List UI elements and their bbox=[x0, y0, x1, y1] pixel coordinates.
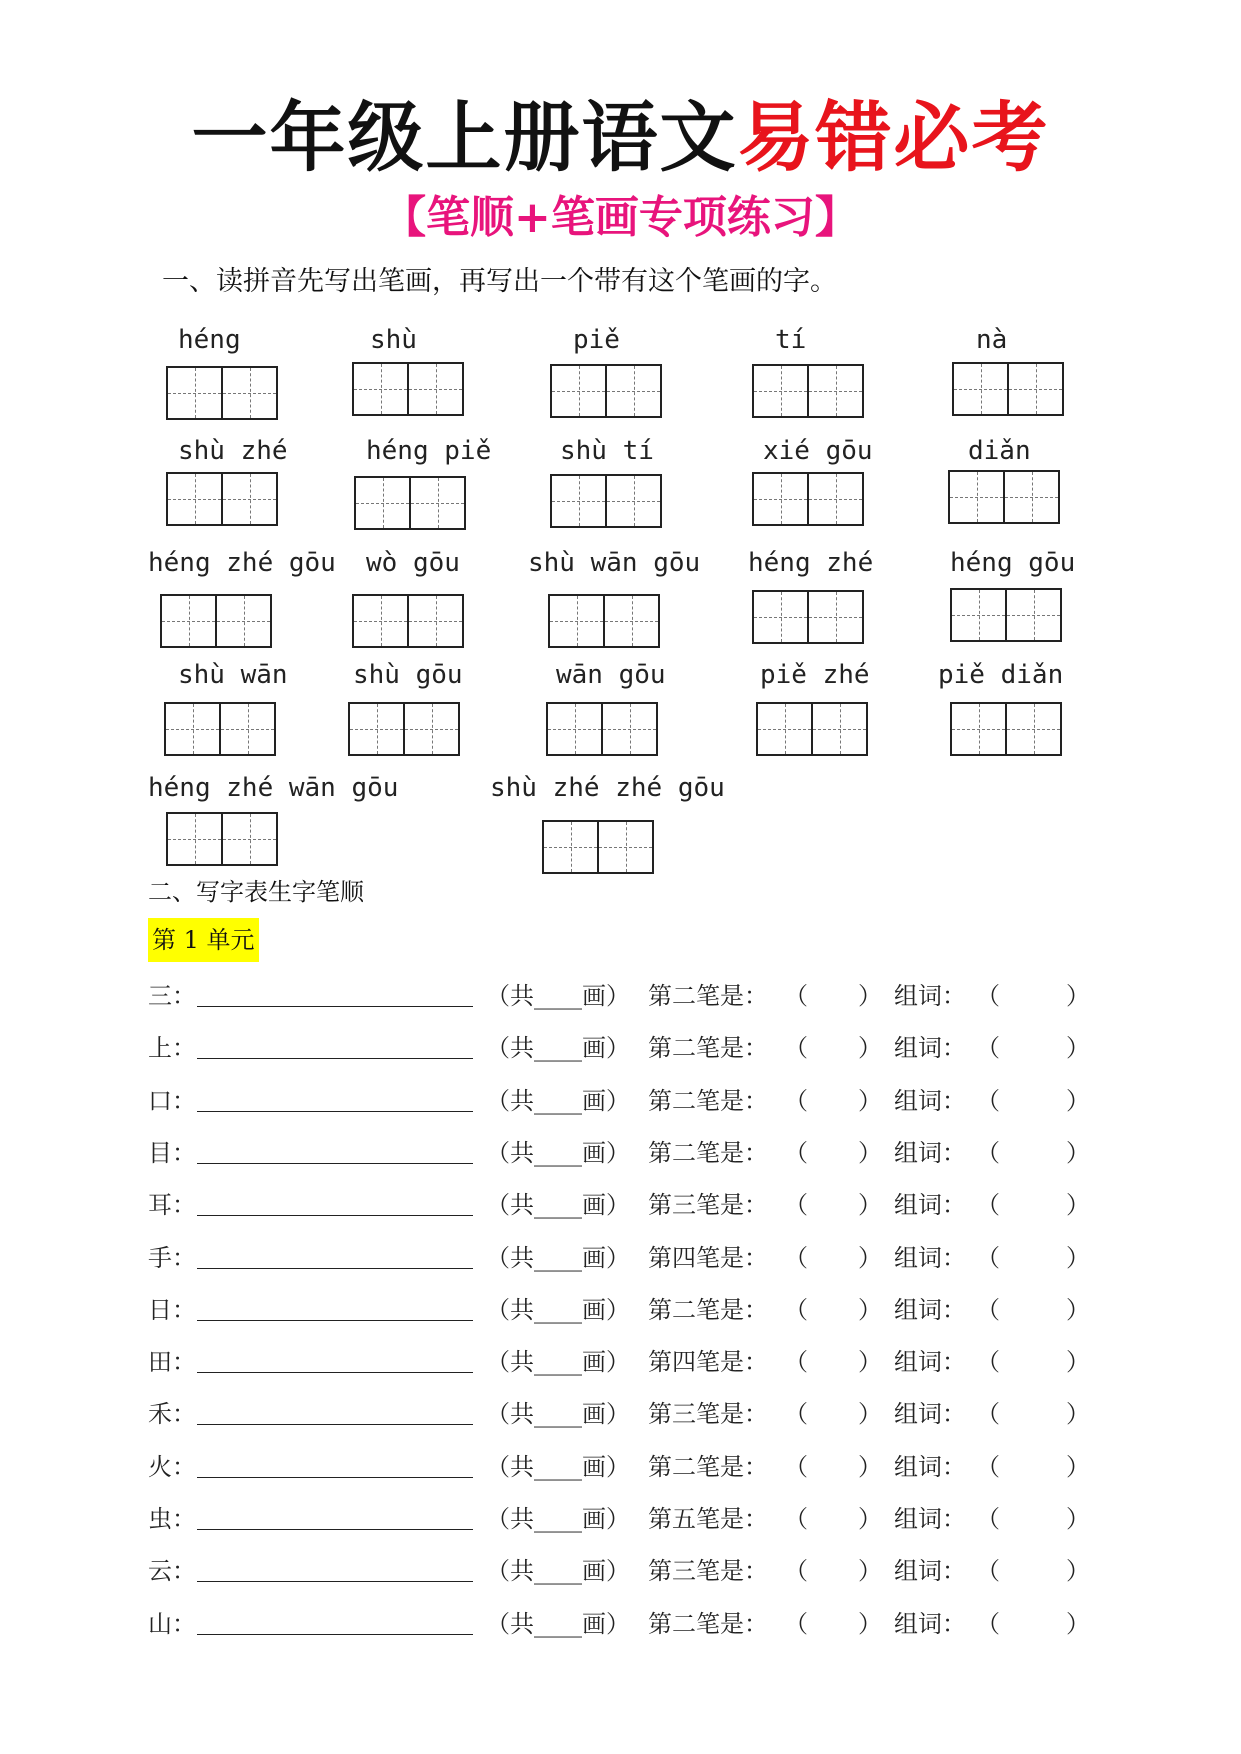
word-answer-open[interactable]: （ bbox=[976, 1505, 1000, 1533]
writing-cell[interactable] bbox=[221, 368, 276, 418]
writing-grid[interactable] bbox=[752, 364, 864, 418]
stroke-answer-close: ） bbox=[858, 1557, 882, 1585]
character-label: 火： bbox=[148, 1453, 196, 1481]
character-label: 耳： bbox=[148, 1191, 196, 1219]
word-answer-close: ） bbox=[1066, 982, 1090, 1010]
stroke-order-blank[interactable] bbox=[197, 1268, 473, 1269]
nth-stroke-label: 第二笔是： bbox=[648, 1034, 768, 1062]
writing-cell[interactable] bbox=[407, 364, 462, 414]
word-answer-close: ） bbox=[1066, 1348, 1090, 1376]
character-label: 田： bbox=[148, 1348, 196, 1376]
word-label: 组词： bbox=[894, 1557, 966, 1585]
nth-stroke-label: 第二笔是： bbox=[648, 1453, 768, 1481]
writing-cell[interactable] bbox=[807, 366, 862, 416]
stroke-order-row bbox=[148, 976, 1108, 1016]
word-label: 组词： bbox=[894, 1348, 966, 1376]
writing-cell[interactable] bbox=[597, 822, 652, 872]
stroke-pinyin: shù zhé bbox=[178, 436, 288, 466]
unit-label: 第 1 单元 bbox=[148, 918, 259, 962]
writing-cell[interactable] bbox=[954, 364, 1007, 414]
writing-cell[interactable] bbox=[807, 592, 862, 642]
writing-grid[interactable] bbox=[550, 364, 662, 418]
writing-cell[interactable] bbox=[354, 364, 407, 414]
stroke-answer-close: ） bbox=[858, 1453, 882, 1481]
stroke-pinyin: tí bbox=[775, 325, 807, 355]
stroke-order-blank[interactable] bbox=[197, 1320, 473, 1321]
character-label: 口： bbox=[148, 1087, 196, 1115]
title-highlight: 易错必考 bbox=[737, 93, 1050, 182]
writing-cell[interactable] bbox=[754, 366, 807, 416]
word-label: 组词： bbox=[894, 1610, 966, 1638]
writing-cell[interactable] bbox=[952, 704, 1005, 754]
stroke-pinyin: shù tí bbox=[560, 436, 654, 466]
writing-cell[interactable] bbox=[754, 592, 807, 642]
nth-stroke-label: 第三笔是： bbox=[648, 1191, 768, 1219]
stroke-count-label[interactable]: （共____画） bbox=[486, 1505, 630, 1533]
word-label: 组词： bbox=[894, 1191, 966, 1219]
writing-cell[interactable] bbox=[950, 472, 1003, 522]
character-label: 云： bbox=[148, 1557, 196, 1585]
stroke-answer-close: ） bbox=[858, 1610, 882, 1638]
title-main: 一年级上册语文 bbox=[191, 93, 738, 182]
word-answer-close: ） bbox=[1066, 1296, 1090, 1324]
stroke-answer-open[interactable]: （ bbox=[784, 1400, 808, 1428]
stroke-answer-open[interactable]: （ bbox=[784, 1244, 808, 1272]
stroke-order-blank[interactable] bbox=[197, 1477, 473, 1478]
nth-stroke-label: 第二笔是： bbox=[648, 1139, 768, 1167]
stroke-count-label[interactable]: （共____画） bbox=[486, 1191, 630, 1219]
word-answer-open[interactable]: （ bbox=[976, 1191, 1000, 1219]
stroke-answer-open[interactable]: （ bbox=[784, 1348, 808, 1376]
writing-cell[interactable] bbox=[162, 596, 215, 646]
writing-grid[interactable] bbox=[752, 590, 864, 644]
writing-grid[interactable] bbox=[542, 820, 654, 874]
stroke-answer-open[interactable]: （ bbox=[784, 1610, 808, 1638]
writing-cell[interactable] bbox=[168, 368, 221, 418]
word-answer-close: ） bbox=[1066, 1610, 1090, 1638]
writing-cell[interactable] bbox=[605, 476, 660, 526]
nth-stroke-label: 第二笔是： bbox=[648, 1087, 768, 1115]
writing-cell[interactable] bbox=[409, 478, 464, 528]
character-label: 上： bbox=[148, 1034, 196, 1062]
stroke-pinyin: héng zhé bbox=[748, 548, 874, 578]
stroke-order-row bbox=[148, 1081, 1108, 1121]
writing-cell[interactable] bbox=[758, 704, 811, 754]
nth-stroke-label: 第二笔是： bbox=[648, 1296, 768, 1324]
stroke-pinyin: xié gōu bbox=[763, 436, 873, 466]
stroke-order-row bbox=[148, 1342, 1108, 1382]
stroke-order-blank[interactable] bbox=[197, 1215, 473, 1216]
writing-grid[interactable] bbox=[352, 594, 464, 648]
stroke-pinyin: wò gōu bbox=[366, 548, 460, 578]
character-label: 手： bbox=[148, 1244, 196, 1272]
stroke-pinyin: héng gōu bbox=[950, 548, 1076, 578]
writing-grid[interactable] bbox=[160, 594, 272, 648]
stroke-answer-close: ） bbox=[858, 1244, 882, 1272]
writing-cell[interactable] bbox=[550, 596, 603, 646]
stroke-pinyin: héng zhé gōu bbox=[148, 548, 336, 578]
character-label: 目： bbox=[148, 1139, 196, 1167]
writing-cell[interactable] bbox=[403, 704, 458, 754]
stroke-pinyin: wān gōu bbox=[556, 660, 666, 690]
stroke-answer-open[interactable]: （ bbox=[784, 1557, 808, 1585]
character-label: 三： bbox=[148, 982, 196, 1010]
stroke-order-row bbox=[148, 1290, 1108, 1330]
stroke-count-label[interactable]: （共____画） bbox=[486, 982, 630, 1010]
stroke-pinyin: shù gōu bbox=[353, 660, 463, 690]
word-answer-close: ） bbox=[1066, 1505, 1090, 1533]
stroke-order-row bbox=[148, 1499, 1108, 1539]
writing-cell[interactable] bbox=[166, 704, 219, 754]
word-label: 组词： bbox=[894, 1087, 966, 1115]
writing-grid[interactable] bbox=[166, 472, 278, 526]
writing-cell[interactable] bbox=[548, 704, 601, 754]
stroke-answer-close: ） bbox=[858, 1087, 882, 1115]
word-answer-close: ） bbox=[1066, 1453, 1090, 1481]
stroke-answer-open[interactable]: （ bbox=[784, 1453, 808, 1481]
stroke-pinyin: shù bbox=[370, 325, 417, 355]
stroke-pinyin: shù wān gōu bbox=[528, 548, 701, 578]
stroke-answer-close: ） bbox=[858, 1400, 882, 1428]
stroke-order-blank[interactable] bbox=[197, 1372, 473, 1373]
stroke-count-label[interactable]: （共____画） bbox=[486, 1034, 630, 1062]
word-label: 组词： bbox=[894, 982, 966, 1010]
word-answer-open[interactable]: （ bbox=[976, 1244, 1000, 1272]
stroke-order-blank[interactable] bbox=[197, 1424, 473, 1425]
stroke-answer-close: ） bbox=[858, 1296, 882, 1324]
writing-cell[interactable] bbox=[407, 596, 462, 646]
writing-cell[interactable] bbox=[1005, 704, 1060, 754]
page-subtitle: 【笔顺+笔画专项练习】 bbox=[382, 192, 859, 243]
stroke-pinyin: héng piě bbox=[366, 436, 492, 466]
writing-grid[interactable] bbox=[952, 362, 1064, 416]
stroke-answer-open[interactable]: （ bbox=[784, 1087, 808, 1115]
stroke-pinyin: piě bbox=[573, 325, 620, 355]
stroke-answer-close: ） bbox=[858, 1348, 882, 1376]
stroke-pinyin: nà bbox=[976, 325, 1008, 355]
stroke-order-blank[interactable] bbox=[197, 1111, 473, 1112]
stroke-answer-open[interactable]: （ bbox=[784, 1191, 808, 1219]
word-answer-open[interactable]: （ bbox=[976, 982, 1000, 1010]
writing-grid[interactable] bbox=[756, 702, 868, 756]
stroke-order-row bbox=[148, 1447, 1108, 1487]
stroke-pinyin: héng zhé wān gōu bbox=[148, 773, 399, 803]
word-answer-open[interactable]: （ bbox=[976, 1087, 1000, 1115]
writing-grid[interactable] bbox=[950, 588, 1062, 642]
nth-stroke-label: 第二笔是： bbox=[648, 1610, 768, 1638]
stroke-answer-open[interactable]: （ bbox=[784, 1296, 808, 1324]
stroke-count-label[interactable]: （共____画） bbox=[486, 1139, 630, 1167]
writing-cell[interactable] bbox=[952, 590, 1005, 640]
page-title bbox=[0, 88, 1241, 188]
writing-cell[interactable] bbox=[356, 478, 409, 528]
writing-grid[interactable] bbox=[164, 702, 276, 756]
word-answer-close: ） bbox=[1066, 1557, 1090, 1585]
writing-cell[interactable] bbox=[552, 476, 605, 526]
word-label: 组词： bbox=[894, 1505, 966, 1533]
writing-cell[interactable] bbox=[807, 474, 862, 524]
writing-grid[interactable] bbox=[550, 474, 662, 528]
writing-grid[interactable] bbox=[948, 470, 1060, 524]
word-answer-open[interactable]: （ bbox=[976, 1348, 1000, 1376]
stroke-answer-close: ） bbox=[858, 982, 882, 1010]
stroke-order-row bbox=[148, 1604, 1108, 1644]
stroke-count-label[interactable]: （共____画） bbox=[486, 1453, 630, 1481]
nth-stroke-label: 第四笔是： bbox=[648, 1244, 768, 1272]
writing-grid[interactable] bbox=[546, 702, 658, 756]
writing-cell[interactable] bbox=[350, 704, 403, 754]
stroke-answer-open[interactable]: （ bbox=[784, 1505, 808, 1533]
word-answer-close: ） bbox=[1066, 1244, 1090, 1272]
writing-grid[interactable] bbox=[548, 594, 660, 648]
stroke-pinyin: héng bbox=[178, 325, 241, 355]
stroke-pinyin: piě zhé bbox=[760, 660, 870, 690]
writing-cell[interactable] bbox=[605, 366, 660, 416]
word-answer-close: ） bbox=[1066, 1400, 1090, 1428]
stroke-order-blank[interactable] bbox=[197, 1163, 473, 1164]
stroke-order-row bbox=[148, 1394, 1108, 1434]
writing-cell[interactable] bbox=[552, 366, 605, 416]
stroke-order-blank[interactable] bbox=[197, 1006, 473, 1007]
stroke-answer-close: ） bbox=[858, 1139, 882, 1167]
stroke-answer-close: ） bbox=[858, 1505, 882, 1533]
stroke-order-blank[interactable] bbox=[197, 1634, 473, 1635]
word-answer-close: ） bbox=[1066, 1191, 1090, 1219]
writing-cell[interactable] bbox=[603, 596, 658, 646]
nth-stroke-label: 第三笔是： bbox=[648, 1557, 768, 1585]
word-answer-open[interactable]: （ bbox=[976, 1139, 1000, 1167]
nth-stroke-label: 第四笔是： bbox=[648, 1348, 768, 1376]
word-label: 组词： bbox=[894, 1400, 966, 1428]
word-label: 组词： bbox=[894, 1139, 966, 1167]
writing-grid[interactable] bbox=[354, 476, 466, 530]
writing-cell[interactable] bbox=[221, 814, 276, 864]
stroke-count-label[interactable]: （共____画） bbox=[486, 1610, 630, 1638]
stroke-order-blank[interactable] bbox=[197, 1529, 473, 1530]
writing-grid[interactable] bbox=[166, 366, 278, 420]
section1-heading: 一、读拼音先写出笔画，再写出一个带有这个笔画的字。 bbox=[162, 266, 837, 297]
character-label: 虫： bbox=[148, 1505, 196, 1533]
stroke-count-label[interactable]: （共____画） bbox=[486, 1400, 630, 1428]
writing-grid[interactable] bbox=[348, 702, 460, 756]
word-answer-open[interactable]: （ bbox=[976, 1400, 1000, 1428]
stroke-order-row bbox=[148, 1238, 1108, 1278]
word-answer-open[interactable]: （ bbox=[976, 1453, 1000, 1481]
word-answer-open[interactable]: （ bbox=[976, 1034, 1000, 1062]
word-answer-close: ） bbox=[1066, 1087, 1090, 1115]
nth-stroke-label: 第五笔是： bbox=[648, 1505, 768, 1533]
stroke-count-label[interactable]: （共____画） bbox=[486, 1244, 630, 1272]
writing-grid[interactable] bbox=[166, 812, 278, 866]
stroke-order-blank[interactable] bbox=[197, 1581, 473, 1582]
section2-heading: 二、写字表生字笔顺 bbox=[148, 878, 364, 906]
writing-cell[interactable] bbox=[1003, 472, 1058, 522]
word-answer-open[interactable]: （ bbox=[976, 1557, 1000, 1585]
word-label: 组词： bbox=[894, 1034, 966, 1062]
stroke-count-label[interactable]: （共____画） bbox=[486, 1087, 630, 1115]
stroke-answer-close: ） bbox=[858, 1191, 882, 1219]
stroke-order-row bbox=[148, 1185, 1108, 1225]
writing-cell[interactable] bbox=[811, 704, 866, 754]
stroke-answer-open[interactable]: （ bbox=[784, 1139, 808, 1167]
writing-grid[interactable] bbox=[950, 702, 1062, 756]
word-label: 组词： bbox=[894, 1453, 966, 1481]
stroke-pinyin: shù wān bbox=[178, 660, 288, 690]
stroke-pinyin: diǎn bbox=[968, 436, 1031, 466]
stroke-pinyin: shù zhé zhé gōu bbox=[490, 773, 725, 803]
character-label: 禾： bbox=[148, 1400, 196, 1428]
writing-cell[interactable] bbox=[544, 822, 597, 872]
character-label: 日： bbox=[148, 1296, 196, 1324]
writing-grid[interactable] bbox=[752, 472, 864, 526]
stroke-order-row bbox=[148, 1133, 1108, 1173]
writing-cell[interactable] bbox=[354, 596, 407, 646]
stroke-answer-open[interactable]: （ bbox=[784, 1034, 808, 1062]
writing-cell[interactable] bbox=[754, 474, 807, 524]
writing-cell[interactable] bbox=[219, 704, 274, 754]
stroke-pinyin: piě diǎn bbox=[938, 660, 1064, 690]
writing-grid[interactable] bbox=[352, 362, 464, 416]
stroke-count-label[interactable]: （共____画） bbox=[486, 1348, 630, 1376]
stroke-order-row bbox=[148, 1028, 1108, 1068]
stroke-answer-open[interactable]: （ bbox=[784, 982, 808, 1010]
writing-cell[interactable] bbox=[1005, 590, 1060, 640]
character-label: 山： bbox=[148, 1610, 196, 1638]
stroke-answer-close: ） bbox=[858, 1034, 882, 1062]
writing-cell[interactable] bbox=[1007, 364, 1062, 414]
stroke-count-label[interactable]: （共____画） bbox=[486, 1296, 630, 1324]
word-answer-open[interactable]: （ bbox=[976, 1610, 1000, 1638]
writing-cell[interactable] bbox=[221, 474, 276, 524]
writing-cell[interactable] bbox=[168, 474, 221, 524]
word-label: 组词： bbox=[894, 1244, 966, 1272]
nth-stroke-label: 第二笔是： bbox=[648, 982, 768, 1010]
word-answer-close: ） bbox=[1066, 1139, 1090, 1167]
writing-cell[interactable] bbox=[601, 704, 656, 754]
word-label: 组词： bbox=[894, 1296, 966, 1324]
nth-stroke-label: 第三笔是： bbox=[648, 1400, 768, 1428]
stroke-count-label[interactable]: （共____画） bbox=[486, 1557, 630, 1585]
writing-cell[interactable] bbox=[215, 596, 270, 646]
word-answer-open[interactable]: （ bbox=[976, 1296, 1000, 1324]
stroke-order-blank[interactable] bbox=[197, 1058, 473, 1059]
stroke-order-row bbox=[148, 1551, 1108, 1591]
writing-cell[interactable] bbox=[168, 814, 221, 864]
word-answer-close: ） bbox=[1066, 1034, 1090, 1062]
